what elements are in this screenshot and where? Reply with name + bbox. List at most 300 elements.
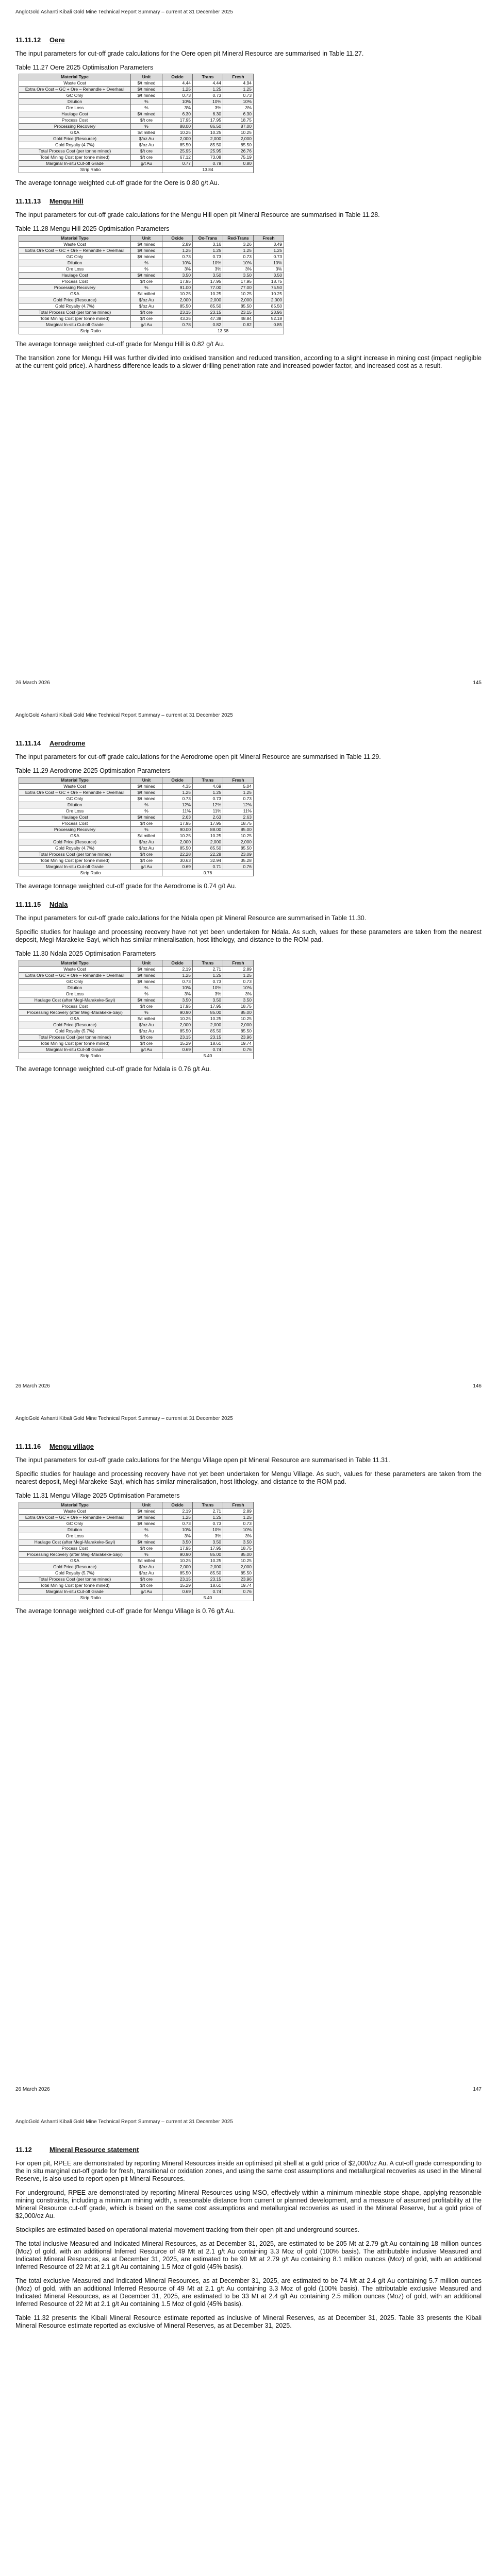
table-cell: 15.29: [162, 1041, 193, 1047]
table-cell: $/t mined: [131, 87, 162, 93]
table-row: [19, 242, 284, 248]
table-cell: 2,000: [223, 297, 254, 303]
table-cell: 85.50: [223, 845, 254, 852]
table-row: [19, 260, 284, 266]
table-cell: 10.25: [193, 1558, 223, 1564]
optimisation-parameters-table: [19, 235, 284, 334]
table-cell: 1.25: [223, 248, 254, 254]
section-title: Mengu Hill: [49, 197, 84, 205]
table-cell: 67.12: [162, 155, 193, 161]
table-cell: 0.74: [193, 1047, 223, 1053]
paragraph: The input parameters for cut-off grade calculations for the Oere open pit Mineral Resource are summarised in Table 11.27.: [15, 50, 364, 57]
table-row: [19, 1564, 254, 1570]
table-row: [19, 852, 254, 858]
table-cell: 10.25: [193, 291, 223, 297]
paragraph: The average tonnage weighted cut-off grade for Mengu Hill is 0.82 g/t Au.: [15, 341, 225, 348]
table-row: [19, 124, 254, 130]
table-cell: %: [131, 266, 162, 273]
table-cell: 2.71: [193, 1509, 223, 1515]
table-row: [19, 858, 254, 864]
table-row: [19, 273, 284, 279]
table-row: [19, 254, 284, 260]
table-cell: Extra Ore Cost – GC + Ore – Rehandle + Overhaul: [19, 973, 131, 979]
table-row: [19, 1004, 254, 1010]
table-cell: $/t milled: [131, 1016, 162, 1022]
table-cell: 3%: [223, 105, 254, 111]
table-cell: 12%: [193, 802, 223, 808]
table-cell: 2,000: [162, 1022, 193, 1028]
paragraph: Stockpiles are estimated based on operational material movement tracking from their open pit and underground sources.: [15, 2226, 360, 2233]
table-cell: Gold Royalty (4.7%): [19, 142, 131, 148]
table-cell: 91.00: [162, 285, 193, 291]
table-cell: Marginal In-situ Cut-off Grade: [19, 1589, 131, 1595]
table-cell: 85.50: [223, 303, 254, 310]
table-cell: 10.25: [223, 130, 254, 136]
strip-ratio-label: Strip Ratio: [19, 1595, 162, 1601]
table-cell: 0.73: [223, 796, 254, 802]
table-header-row: [19, 235, 284, 242]
table-cell: 0.73: [254, 254, 284, 260]
table-cell: $/t ore: [131, 155, 162, 161]
table-cell: 2,000: [223, 839, 254, 845]
table-cell: 0.73: [223, 93, 254, 99]
table-row: [19, 1041, 254, 1047]
paragraph: The total exclusive Measured and Indicated Mineral Resources, as at December 31, 2025, are estimated to be 74 Mt at 2.4 g/t Au containing 5.7 million ounces (Moz) of gold, with an additional Inferred Resource of 49 Mt at 2.1 g/t Au containing 3.3 Moz of gold (100% basis). The attributable exclusive Measured and Indicated Mineral Resources, as at December 31, 2025, are estimated to be 33 Mt at 2.4 g/t Au containing 2.5 million ounces (Moz) of gold, with an additional Inferred Resource of 22 Mt at 2.1 g/t Au containing 1.5 Moz of gold (45% basis).: [15, 2277, 482, 2308]
table-cell: Dilution: [19, 985, 131, 991]
table-cell: GC Only: [19, 93, 131, 99]
table-cell: 0.73: [162, 1521, 193, 1527]
table-cell: $/t ore: [131, 852, 162, 858]
table-cell: 85.50: [162, 1028, 193, 1035]
section-number: 11.11.15: [15, 901, 41, 908]
table-cell: 11%: [223, 808, 254, 815]
table-cell: 2,000: [162, 136, 193, 142]
table-cell: G&A: [19, 130, 131, 136]
table-cell: $/t ore: [131, 117, 162, 124]
table-cell: 19.74: [223, 1583, 254, 1589]
table-cell: 0.77: [162, 161, 193, 167]
table-cell: 10%: [223, 99, 254, 105]
table-cell: $/t mined: [131, 111, 162, 117]
table-row: [19, 80, 254, 87]
table-cell: 17.95: [162, 279, 193, 285]
table-cell: 23.15: [193, 310, 223, 316]
section-heading: [15, 36, 482, 44]
strip-ratio-value: 0.76: [162, 870, 254, 876]
column-header: Trans: [193, 777, 223, 784]
column-header: Oxide: [162, 777, 193, 784]
table-cell: 3.50: [162, 1539, 193, 1546]
table-cell: 0.82: [193, 322, 223, 328]
table-row: [19, 1539, 254, 1546]
table-cell: 0.73: [162, 254, 193, 260]
table-cell: GC Only: [19, 979, 131, 985]
table-cell: $/t mined: [131, 242, 162, 248]
table-cell: 23.96: [223, 1577, 254, 1583]
table-cell: 18.61: [193, 1041, 223, 1047]
table-cell: 23.96: [254, 310, 284, 316]
table-cell: 85.00: [223, 1010, 254, 1016]
table-cell: %: [131, 808, 162, 815]
table-row: [19, 279, 284, 285]
table-cell: 2,000: [193, 1022, 223, 1028]
table-cell: 10.25: [193, 1016, 223, 1022]
table-cell: 17.95: [223, 279, 254, 285]
page-content: [15, 2146, 482, 2336]
table-cell: 18.75: [223, 821, 254, 827]
table-cell: 17.95: [162, 1004, 193, 1010]
table-cell: %: [131, 1552, 162, 1558]
table-row: [19, 142, 254, 148]
table-cell: Total Process Cost (per tonne mined): [19, 1035, 131, 1041]
table-cell: 0.76: [223, 864, 254, 870]
strip-ratio-value: 5.40: [162, 1053, 254, 1059]
table-cell: 0.85: [254, 322, 284, 328]
strip-ratio-value: 5.40: [162, 1595, 254, 1601]
table-cell: 3.50: [193, 997, 223, 1004]
table-cell: 1.25: [193, 1515, 223, 1521]
table-row: [19, 117, 254, 124]
table-cell: $/oz Au: [131, 1028, 162, 1035]
table-cell: 17.95: [162, 117, 193, 124]
table-cell: Total Mining Cost (per tonne mined): [19, 155, 131, 161]
table-cell: 10%: [223, 985, 254, 991]
table-row: [19, 248, 284, 254]
table-cell: 1.25: [223, 87, 254, 93]
table-cell: Waste Cost: [19, 784, 131, 790]
table-cell: 2,000: [193, 1564, 223, 1570]
section-title: Oere: [49, 36, 65, 44]
table-cell: Gold Price (Resource): [19, 136, 131, 142]
table-cell: $/t ore: [131, 1004, 162, 1010]
column-header: Oxide: [162, 1502, 193, 1509]
column-header: Material Type: [19, 74, 131, 80]
table-cell: 2,000: [162, 297, 193, 303]
column-header: Fresh: [254, 235, 284, 242]
table-cell: 23.15: [193, 1035, 223, 1041]
table-cell: G&A: [19, 1016, 131, 1022]
table-cell: $/t ore: [131, 148, 162, 155]
column-header: Trans: [193, 1502, 223, 1509]
strip-ratio-row: [19, 1595, 254, 1601]
table-cell: Marginal In-situ Cut-off Grade: [19, 161, 131, 167]
table-cell: %: [131, 1533, 162, 1539]
table-cell: 23.15: [193, 1577, 223, 1583]
table-cell: 23.15: [162, 1035, 193, 1041]
table-cell: 0.73: [223, 254, 254, 260]
table-row: [19, 1515, 254, 1521]
table-cell: 85.50: [162, 845, 193, 852]
table-caption: Table 11.30 Ndala 2025 Optimisation Parameters: [15, 950, 156, 957]
page-header: AngloGold Ashanti Kibali Gold Mine Technical Report Summary – current at 31 December 2025: [15, 2119, 233, 2125]
table-cell: %: [131, 985, 162, 991]
column-header: Fresh: [223, 74, 254, 80]
table-row: [19, 99, 254, 105]
table-cell: $/t milled: [131, 1558, 162, 1564]
table-cell: 4.44: [193, 80, 223, 87]
table-cell: Total Mining Cost (per tonne mined): [19, 316, 131, 322]
table-cell: 10%: [162, 260, 193, 266]
table-cell: $/t ore: [131, 279, 162, 285]
table-cell: $/t ore: [131, 1577, 162, 1583]
table-row: [19, 864, 254, 870]
table-cell: 47.38: [193, 316, 223, 322]
table-cell: Waste Cost: [19, 967, 131, 973]
table-cell: 86.50: [193, 124, 223, 130]
strip-ratio-row: [19, 167, 254, 173]
table-header-row: [19, 777, 254, 784]
table-cell: 2.19: [162, 967, 193, 973]
table-cell: 2,000: [162, 839, 193, 845]
section-number: 11.11.14: [15, 739, 41, 747]
column-header: Unit: [131, 74, 162, 80]
table-cell: 11%: [193, 808, 223, 815]
table-cell: 0.79: [193, 161, 223, 167]
table-cell: $/t ore: [131, 310, 162, 316]
table-cell: Waste Cost: [19, 242, 131, 248]
table-cell: Extra Ore Cost – GC + Ore – Rehandle + Overhaul: [19, 1515, 131, 1521]
paragraph: The average tonnage weighted cut-off grade for Mengu Village is 0.76 g/t Au.: [15, 1607, 235, 1615]
table-cell: g/t Au: [131, 864, 162, 870]
table-row: [19, 1570, 254, 1577]
table-cell: 43.35: [162, 316, 193, 322]
page-content: [15, 36, 482, 376]
table-row: [19, 130, 254, 136]
table-row: [19, 967, 254, 973]
table-cell: 3%: [162, 266, 193, 273]
table-cell: $/oz Au: [131, 303, 162, 310]
table-cell: G&A: [19, 833, 131, 839]
table-cell: Extra Ore Cost – GC + Ore – Rehandle + Overhaul: [19, 87, 131, 93]
table-cell: $/t ore: [131, 1546, 162, 1552]
table-row: [19, 1509, 254, 1515]
table-cell: 1.25: [254, 248, 284, 254]
table-cell: 3.50: [162, 273, 193, 279]
table-cell: 1.25: [193, 790, 223, 796]
table-cell: 0.71: [193, 864, 223, 870]
table-row: [19, 827, 254, 833]
table-cell: 17.95: [162, 1546, 193, 1552]
paragraph: The total inclusive Measured and Indicated Mineral Resources, as at December 31, 2025, are estimated to be 205 Mt at 2.79 g/t Au containing 18 million ounces (Moz) of gold, with an additional Inferred Resource of 49 Mt at 2.1 g/t Au containing 3.3 Moz of gold (100% basis). The attributable inclusive Measured and Indicated Mineral Resources, as at December 31, 2025, are estimated to be 90 Mt at 2.79 g/t Au containing 8.1 million ounces (Moz) of gold, with an additional Inferred Resource of 22 Mt at 2.1 g/t Au containing 1.5 Moz of gold (45% basis).: [15, 2240, 482, 2270]
table-row: [19, 1558, 254, 1564]
strip-ratio-value: 13.84: [162, 167, 254, 173]
table-cell: 90.00: [162, 827, 193, 833]
table-cell: 3%: [254, 266, 284, 273]
table-row: [19, 1583, 254, 1589]
section-title: Aerodrome: [49, 739, 86, 747]
table-cell: Process Cost: [19, 117, 131, 124]
table-row: [19, 845, 254, 852]
table-caption: Table 11.28 Mengu Hill 2025 Optimisation Parameters: [15, 225, 170, 232]
column-header: Ox-Trans: [193, 235, 223, 242]
column-header: Fresh: [223, 1502, 254, 1509]
table-cell: 1.25: [223, 1515, 254, 1521]
table-cell: 0.73: [193, 1521, 223, 1527]
page-number: 145: [473, 680, 482, 686]
table-cell: $/t mined: [131, 979, 162, 985]
table-cell: 17.95: [193, 1546, 223, 1552]
table-cell: 3%: [162, 105, 193, 111]
table-cell: $/oz Au: [131, 839, 162, 845]
table-cell: 23.96: [223, 1035, 254, 1041]
table-cell: 26.76: [223, 148, 254, 155]
table-row: [19, 979, 254, 985]
table-cell: 22.28: [193, 852, 223, 858]
table-cell: 2,000: [193, 297, 223, 303]
table-cell: 10%: [193, 1527, 223, 1533]
table-caption: Table 11.31 Mengu Village 2025 Optimisation Parameters: [15, 1492, 180, 1499]
table-cell: Processing Recovery (after Megi-Marakeke-Sayi): [19, 1552, 131, 1558]
table-cell: 19.74: [223, 1041, 254, 1047]
table-cell: 12%: [223, 802, 254, 808]
table-cell: Waste Cost: [19, 1509, 131, 1515]
column-header: Material Type: [19, 1502, 131, 1509]
table-cell: Process Cost: [19, 279, 131, 285]
table-cell: Ore Loss: [19, 808, 131, 815]
strip-ratio-row: [19, 328, 284, 334]
table-cell: 17.95: [193, 117, 223, 124]
strip-ratio-label: Strip Ratio: [19, 167, 162, 173]
table-cell: %: [131, 991, 162, 997]
table-cell: 11%: [162, 808, 193, 815]
section-gap: [15, 193, 482, 197]
table-cell: 0.73: [193, 254, 223, 260]
table-cell: G&A: [19, 1558, 131, 1564]
column-header: Red-Trans: [223, 235, 254, 242]
table-cell: Ore Loss: [19, 1533, 131, 1539]
table-cell: 10%: [193, 985, 223, 991]
paragraph: The input parameters for cut-off grade calculations for the Mengu Village open pit Mineral Resource are summarised in Table 11.31.: [15, 1456, 390, 1464]
table-row: [19, 985, 254, 991]
table-row: [19, 991, 254, 997]
table-cell: 10.25: [162, 833, 193, 839]
table-cell: $/t milled: [131, 130, 162, 136]
report-page: [0, 1406, 497, 2110]
column-header: Unit: [131, 960, 162, 967]
table-cell: 17.95: [193, 821, 223, 827]
table-cell: 85.50: [223, 1570, 254, 1577]
table-cell: Gold Price (Resource): [19, 297, 131, 303]
table-row: [19, 291, 284, 297]
table-cell: $/t mined: [131, 1539, 162, 1546]
section-heading: [15, 197, 482, 205]
table-cell: 3.50: [254, 273, 284, 279]
table-row: [19, 796, 254, 802]
column-header: Unit: [131, 1502, 162, 1509]
table-cell: Total Process Cost (per tonne mined): [19, 852, 131, 858]
section-heading: [15, 901, 482, 908]
table-cell: 2,000: [162, 1564, 193, 1570]
table-cell: 0.74: [193, 1589, 223, 1595]
table-cell: 85.50: [193, 845, 223, 852]
table-cell: 10%: [223, 1527, 254, 1533]
table-cell: 17.95: [193, 1004, 223, 1010]
table-row: [19, 1047, 254, 1053]
table-cell: Process Cost: [19, 821, 131, 827]
table-cell: 85.50: [193, 303, 223, 310]
table-cell: 77.00: [223, 285, 254, 291]
table-cell: 10.25: [223, 1558, 254, 1564]
table-cell: Process Cost: [19, 1004, 131, 1010]
table-row: [19, 815, 254, 821]
table-cell: 23.15: [162, 1577, 193, 1583]
column-header: Material Type: [19, 960, 131, 967]
table-cell: 10%: [162, 99, 193, 105]
table-cell: 3.50: [223, 273, 254, 279]
table-cell: 1.25: [223, 973, 254, 979]
table-cell: Dilution: [19, 260, 131, 266]
table-cell: Haulage Cost (after Megi-Marakeke-Sayi): [19, 997, 131, 1004]
table-cell: 6.30: [162, 111, 193, 117]
table-cell: Total Process Cost (per tonne mined): [19, 148, 131, 155]
table-header-row: [19, 1502, 254, 1509]
table-row: [19, 93, 254, 99]
table-cell: 75.50: [254, 285, 284, 291]
paragraph: Specific studies for haulage and processing recovery have not yet been undertaken for Ndala. As such, values for these parameters are taken from the nearest deposit, Megi-Marakeke-Sayi, which has similar mineralisation, host lithology, and distance to the ROM pad.: [15, 928, 482, 943]
table-cell: $/t mined: [131, 1521, 162, 1527]
column-header: Trans: [193, 74, 223, 80]
table-cell: 3%: [223, 991, 254, 997]
section-title: Ndala: [49, 901, 68, 908]
table-cell: 2.71: [193, 967, 223, 973]
table-cell: $/t ore: [131, 1583, 162, 1589]
table-cell: 3.26: [223, 242, 254, 248]
optimisation-parameters-table: [19, 960, 254, 1059]
table-cell: $/t mined: [131, 997, 162, 1004]
table-cell: $/oz Au: [131, 297, 162, 303]
table-cell: 85.50: [193, 1028, 223, 1035]
table-cell: 3.16: [193, 242, 223, 248]
table-cell: Processing Recovery: [19, 827, 131, 833]
section-heading: [15, 2146, 482, 2154]
table-cell: Gold Royalty (4.7%): [19, 845, 131, 852]
table-row: [19, 1022, 254, 1028]
table-cell: Gold Royalty (4.7%): [19, 303, 131, 310]
table-cell: $/t ore: [131, 1035, 162, 1041]
column-header: Oxide: [162, 74, 193, 80]
table-row: [19, 1016, 254, 1022]
table-cell: 25.95: [193, 148, 223, 155]
table-cell: Gold Price (Resource): [19, 1022, 131, 1028]
table-cell: 0.76: [223, 1047, 254, 1053]
table-cell: 0.69: [162, 864, 193, 870]
table-cell: g/t Au: [131, 1589, 162, 1595]
table-cell: g/t Au: [131, 322, 162, 328]
table-cell: 85.50: [162, 142, 193, 148]
table-cell: 1.25: [162, 790, 193, 796]
table-cell: 2,000: [223, 1022, 254, 1028]
table-cell: 10.25: [193, 130, 223, 136]
column-header: Material Type: [19, 235, 131, 242]
table-cell: Dilution: [19, 1527, 131, 1533]
table-cell: 2.63: [162, 815, 193, 821]
table-cell: 3%: [162, 1533, 193, 1539]
table-cell: Extra Ore Cost – GC + Ore – Rehandle + Overhaul: [19, 248, 131, 254]
table-cell: 1.25: [162, 87, 193, 93]
table-cell: Processing Recovery: [19, 285, 131, 291]
table-cell: 85.00: [223, 1552, 254, 1558]
table-cell: 18.75: [254, 279, 284, 285]
table-row: [19, 148, 254, 155]
strip-ratio-label: Strip Ratio: [19, 1053, 162, 1059]
table-cell: 3.50: [223, 997, 254, 1004]
section-heading: [15, 739, 482, 747]
column-header: Fresh: [223, 960, 254, 967]
table-cell: Dilution: [19, 99, 131, 105]
table-cell: Haulage Cost (after Megi-Marakeke-Sayi): [19, 1539, 131, 1546]
table-cell: 10.25: [223, 1016, 254, 1022]
table-cell: 0.76: [223, 1589, 254, 1595]
